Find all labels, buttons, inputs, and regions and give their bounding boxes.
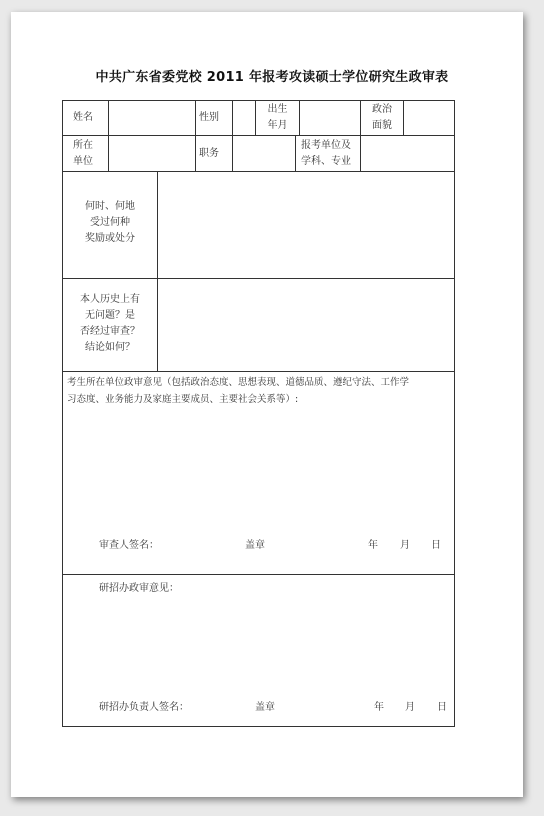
name-value-cell[interactable] <box>109 101 195 135</box>
office-year-label: 年 <box>374 702 384 713</box>
unit-day-label: 日 <box>431 540 441 551</box>
col-divider <box>295 135 296 171</box>
awards-label-line3: 奖励或处分 <box>85 233 135 244</box>
unit-label <box>73 138 93 170</box>
unit-label-line1: 所在 <box>73 140 93 151</box>
awards-label-line1: 何时、何地 <box>85 201 135 212</box>
politics-label-line1: 政治 <box>372 104 392 115</box>
birth-value-cell[interactable] <box>300 101 360 135</box>
col-divider <box>195 135 196 171</box>
office-head-signature-label: 研招办负责人签名： <box>99 702 189 713</box>
office-opinion-label: 研招办政审意见： <box>99 583 179 594</box>
form-title: 中共广东省委党校 2011 年报考攻读硕士学位研究生政审表 <box>95 70 449 85</box>
gender-value-cell[interactable] <box>233 101 255 135</box>
politics-label-line2: 面貌 <box>372 120 392 131</box>
apply-label-line2: 学科、专业 <box>301 156 351 167</box>
unit-year-label: 年 <box>368 540 378 551</box>
unit-opinion-line2: 习态度、业务能力及家庭主要成员、主要社会关系等）: <box>67 394 299 405</box>
row-divider <box>63 371 454 372</box>
awards-label <box>65 199 155 247</box>
col-divider <box>195 101 196 135</box>
office-opinion-value-area[interactable] <box>64 596 454 691</box>
politics-label <box>361 102 403 134</box>
unit-opinion-value-area[interactable] <box>64 411 454 531</box>
history-label-line4: 结论如何？ <box>85 342 135 353</box>
unit-seal-label: 盖章 <box>245 540 265 551</box>
history-label-line2: 无问题？是 <box>85 310 135 321</box>
unit-opinion-instructions <box>67 374 453 408</box>
reviewer-signature-label: 审查人签名： <box>99 540 159 551</box>
apply-label-line1: 报考单位及 <box>301 140 351 151</box>
unit-opinion-line1: 考生所在单位政审意见（包括政治态度、思想表现、道德品质、遵纪守法、工作学 <box>67 377 410 388</box>
birth-label <box>256 102 299 134</box>
unit-month-label: 月 <box>400 540 410 551</box>
politics-value-cell[interactable] <box>404 101 454 135</box>
unit-value-cell[interactable] <box>109 136 195 171</box>
office-month-label: 月 <box>405 702 415 713</box>
office-seal-label: 盖章 <box>255 702 275 713</box>
birth-label-line1: 出生 <box>267 104 288 115</box>
name-label: 姓名 <box>73 112 93 123</box>
row-divider <box>63 574 454 575</box>
apply-label <box>301 138 351 170</box>
position-label: 职务 <box>199 148 219 159</box>
history-label <box>65 292 155 356</box>
history-value-cell[interactable] <box>158 279 454 371</box>
birth-label-line2: 年月 <box>267 120 288 131</box>
apply-value-cell[interactable] <box>361 136 454 171</box>
position-value-cell[interactable] <box>233 136 295 171</box>
gender-label: 性别 <box>199 112 219 123</box>
unit-label-line2: 单位 <box>73 156 93 167</box>
history-label-line1: 本人历史上有 <box>80 294 140 305</box>
review-form-table <box>62 100 455 727</box>
awards-label-line2: 受过何种 <box>90 217 130 228</box>
history-label-line3: 否经过审查？ <box>80 326 140 337</box>
awards-value-cell[interactable] <box>158 172 454 278</box>
office-day-label: 日 <box>437 702 447 713</box>
